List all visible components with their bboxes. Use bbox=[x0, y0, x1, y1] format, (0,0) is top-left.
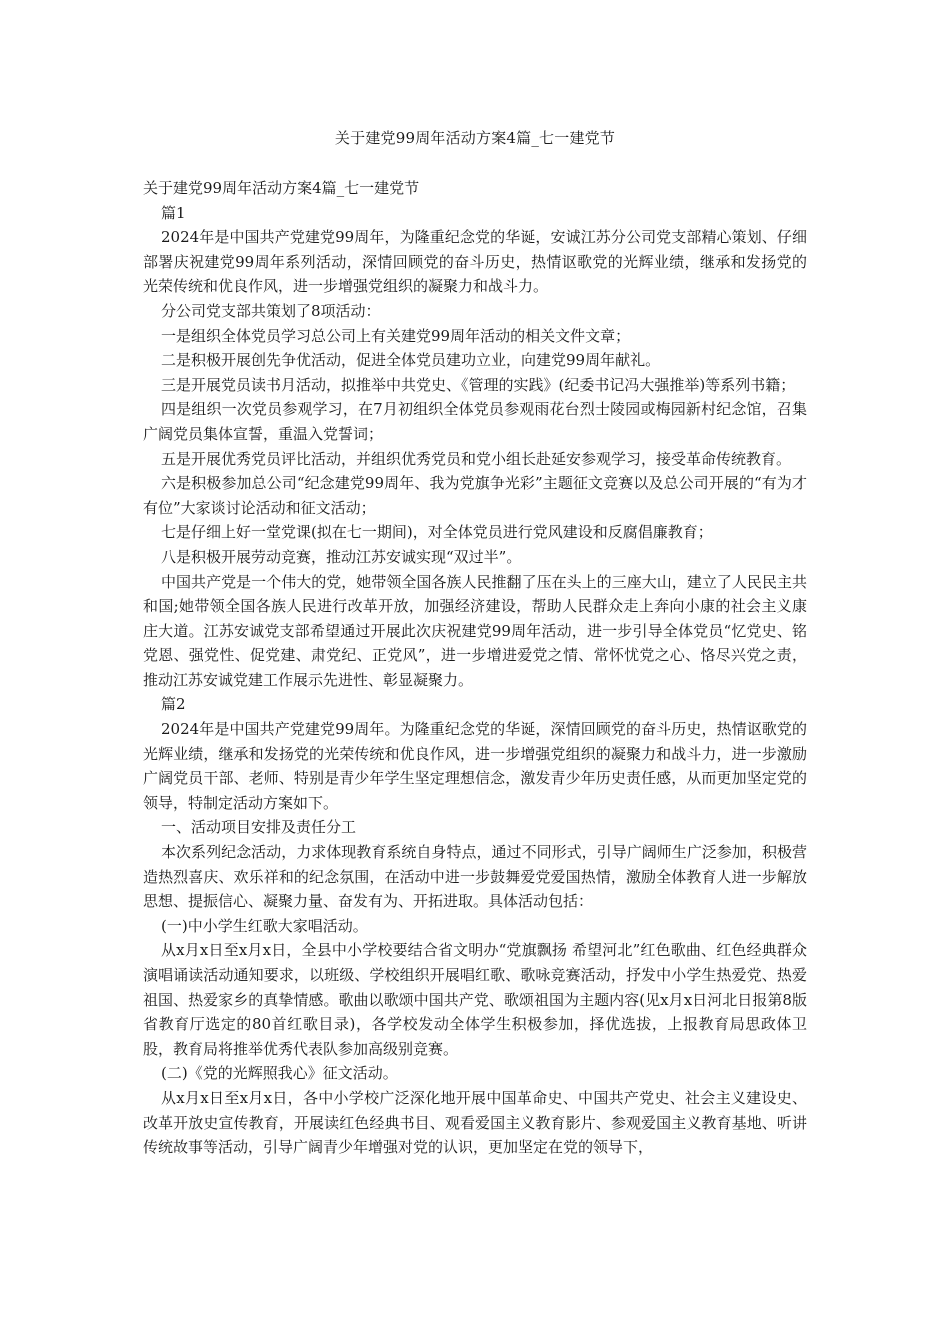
paragraph: 关于建党99周年活动方案4篇_七一建党节 bbox=[143, 179, 420, 197]
paragraph: 2024年是中国共产党建党99周年。为隆重纪念党的华诞，深情回顾党的奋斗历史，热情讴歌党的光辉业绩，继承和发扬党的光荣传统和优良作风，进一步增强党组织的凝聚力和战斗力，进一步激励广阔党员干部、老师、特别是青少年学生坚定理想信念，激发青少年历史责任感，从而更加坚定党的领导，特制定活动方案如下。 bbox=[143, 720, 807, 812]
paragraph: 一是组织全体党员学习总公司上有关建党99周年活动的相关文件文章； bbox=[161, 326, 631, 345]
paragraph: 八是积极开展劳动竞赛，推动江苏安诚实现“双过半”。 bbox=[161, 547, 522, 566]
paragraph: 五是开展优秀党员评比活动，并组织优秀党员和党小组长赴延安参观学习，接受革命传统教育。 bbox=[161, 449, 792, 468]
paragraph: 中国共产党是一个伟大的党，她带领全国各族人民推翻了压在头上的三座大山，建立了人民民主共和国;她带领全国各族人民进行改革开放，加强经济建设，帮助人民群众走上奔向小康的社会主义康庄大道。江苏安诚党支部希望通过开展此次庆祝建党99周年活动，进一步引导全体党员“忆党史、铭党恩、强党性、促党建、肃党纪、正党风”，进一步增进爱党之情、常怀忧党之心、恪尽兴党之责，推动江苏安诚党建工作展示先进性、彰显凝聚力。 bbox=[143, 572, 807, 689]
paragraph: 一、活动项目安排及责任分工 bbox=[161, 818, 357, 837]
paragraph: (一)中小学生红歌大家唱活动。 bbox=[161, 916, 368, 935]
document-body bbox=[143, 176, 807, 1160]
document-title: 关于建党99周年活动方案4篇_七一建党节 bbox=[334, 129, 616, 147]
paragraph: 2024年是中国共产党建党99周年，为隆重纪念党的华诞，安诚江苏分公司党支部精心策划、仔细部署庆祝建党99周年系列活动，深情回顾党的奋斗历史，热情讴歌党的光辉业绩，继承和发扬党的光荣传统和优良作风，进一步增强党组织的凝聚力和战斗力。 bbox=[143, 228, 807, 296]
paragraph: 六是积极参加总公司“纪念建党99周年、我为党旗争光彩”主题征文竞赛以及总公司开展的“有为才有位”大家谈讨论活动和征文活动； bbox=[143, 474, 807, 517]
paragraph: 分公司党支部共策划了8项活动： bbox=[161, 301, 381, 320]
paragraph: 从x月x日至x月x日，全县中小学校要结合省文明办“党旗飘扬 希望河北”红色歌曲、红色经典群众演唱诵读活动通知要求，以班级、学校组织开展唱红歌、歌咏竞赛活动，抒发中小学生热爱党、热爱祖国、热爱家乡的真挚情感。歌曲以歌颂中国共产党、歌颂祖国为主题内容(见x月x日河北日报第8版省教育厅选定的80首红歌目录)，各学校发动全体学生积极参加，择优选拔，上报教育局思政体卫股，教育局将推举优秀代表队参加高级别竞赛。 bbox=[143, 941, 807, 1058]
paragraph: 从x月x日至x月x日，各中小学校广泛深化地开展中国革命史、中国共产党史、社会主义建设史、改革开放史宣传教育，开展读红色经典书目、观看爱国主义教育影片、参观爱国主义教育基地、听讲传统故事等活动，引导广阔青少年增强对党的认识，更加坚定在党的领导下， bbox=[143, 1088, 807, 1157]
paragraph: 四是组织一次党员参观学习，在7月初组织全体党员参观雨花台烈士陵园或梅园新村纪念馆，召集广阔党员集体宣誓，重温入党誓词； bbox=[143, 400, 807, 443]
paragraph: 本次系列纪念活动，力求体现教育系统自身特点，通过不同形式，引导广阔师生广泛参加，积极营造热烈喜庆、欢乐祥和的纪念氛围，在活动中进一步鼓舞爱党爱国热情，激励全体教育人进一步解放思想、提振信心、凝聚力量、奋发有为、开拓进取。具体活动包括： bbox=[143, 843, 807, 911]
paragraph: 七是仔细上好一堂党课(拟在七一期间)，对全体党员进行党风建设和反腐倡廉教育； bbox=[161, 523, 713, 542]
paragraph: 篇2 bbox=[161, 695, 186, 714]
paragraph: 篇1 bbox=[161, 203, 186, 222]
paragraph: (二)《党的光辉照我心》征文活动。 bbox=[161, 1064, 398, 1083]
paragraph: 二是积极开展创先争优活动，促进全体党员建功立业，向建党99周年献礼。 bbox=[161, 351, 661, 370]
paragraph: 三是开展党员读书月活动，拟推举中共党史、《管理的实践》(纪委书记冯大强推举)等系列书籍； bbox=[161, 375, 796, 394]
